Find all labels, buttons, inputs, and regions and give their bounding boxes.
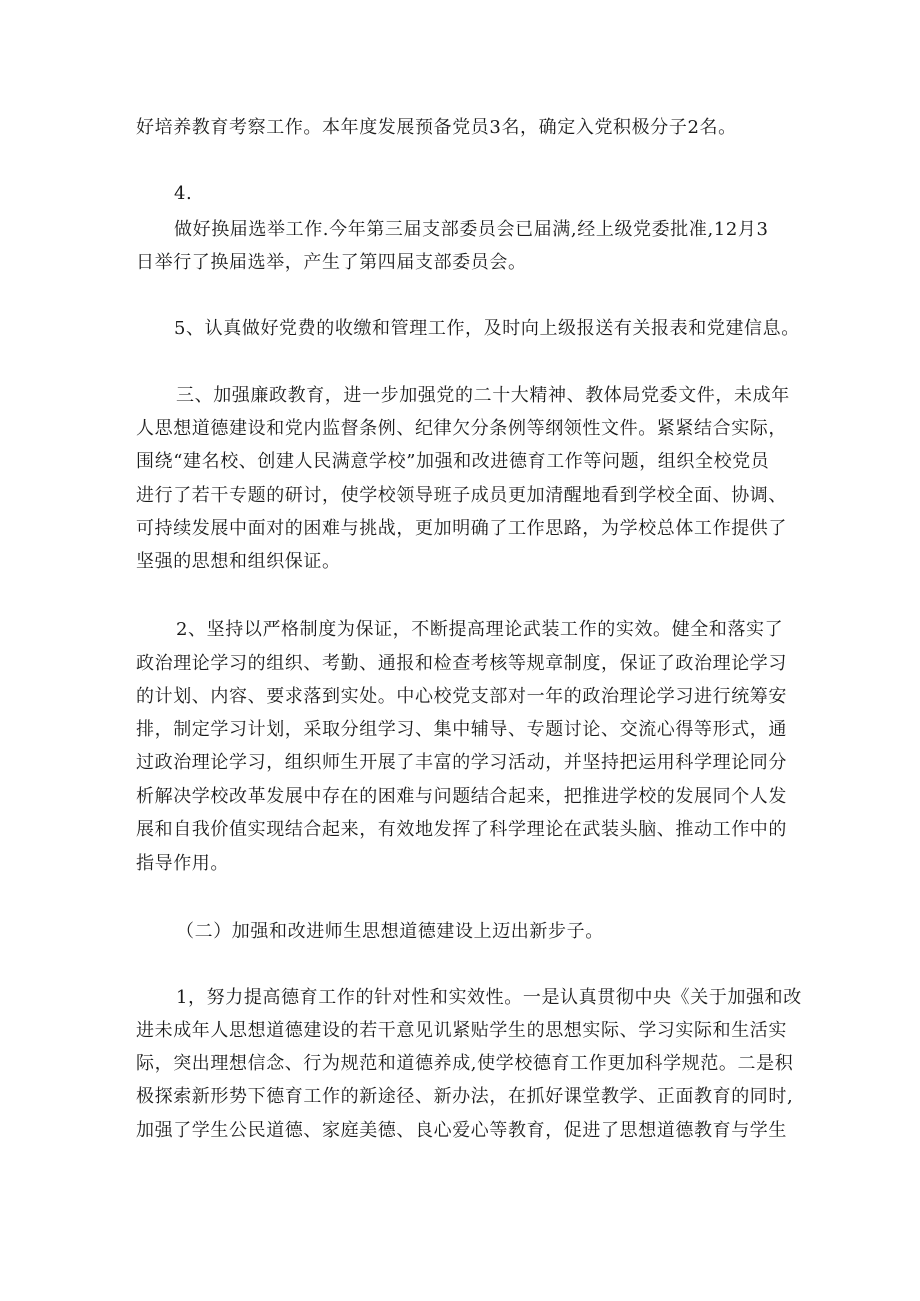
- text-line: 5、认真做好党费的收缴和管理工作，及时向上级报送有关报表和党建信息。: [174, 318, 800, 339]
- text-line: 进未成年人思想道德建设的若干意见讥紧贴学生的思想实际、学习实际和生活实: [136, 1020, 787, 1041]
- text-line: 可持续发展中面对的困难与挑战，更加明确了工作思路，为学校总体工作提供了: [136, 518, 787, 539]
- text-line: 2、坚持以严格制度为保证，不断提高理论武装工作的实效。健全和落实了: [176, 619, 784, 640]
- text-line: 极探索新形势下德育工作的新途径、新办法，在抓好课堂教学、正面教育的同时,: [136, 1086, 794, 1107]
- text-line: 际，突出理想信念、行为规范和道德养成,使学校德育工作更加科学规范。二是积: [136, 1053, 794, 1074]
- section-heading-line: 三、加强廉政教育，进一步加强党的二十大精神、教体局党委文件，未成年: [176, 385, 790, 406]
- text-line: 人思想道德建设和党内监督条例、纪律欠分条例等纲领性文件。紧紧结合实际，: [136, 418, 787, 439]
- text-line: 加强了学生公民道德、家庭美德、良心爱心等教育，促进了思想道德教育与学生: [136, 1120, 787, 1141]
- text-line: 排，制定学习计划，采取分组学习、集中辅导、专题讨论、交流心得等形式，通: [136, 719, 787, 740]
- text-line: 坚强的思想和组织保证。: [136, 551, 341, 572]
- text-line: 进行了若干专题的研讨，使学校领导班子成员更加清醒地看到学校全面、协调、: [136, 485, 787, 506]
- text-line: 做好换届选举工作.今年第三届支部委员会已届满,经上级党委批准,12月3: [174, 219, 769, 240]
- list-number: 4.: [174, 183, 193, 204]
- text-line: 好培养教育考察工作。本年度发展预备党员3名，确定入党积极分子2名。: [136, 117, 737, 138]
- text-line: 过政治理论学习，组织师生开展了丰富的学习活动，并坚持把运用科学理论同分: [136, 752, 787, 773]
- text-line: 的计划、内容、要求落到实处。中心校党支部对一年的政治理论学习进行统筹安: [136, 686, 787, 707]
- text-line: 1，努力提高德育工作的针对性和实效性。一是认真贯彻中央《关于加强和改: [176, 987, 802, 1008]
- text-line: 围绕“建名校、创建人民满意学校”加强和改进德育工作等问题，组织全校党员: [136, 451, 770, 472]
- text-line: 日举行了换届选举，产生了第四届支部委员会。: [136, 252, 527, 273]
- text-line: 政治理论学习的组织、考勤、通报和检查考核等规章制度，保证了政治理论学习: [136, 653, 787, 674]
- subsection-heading: （二）加强和改进师生思想道德建设上迈出新步子。: [176, 921, 604, 942]
- text-line: 指导作用。: [136, 853, 229, 874]
- text-line: 展和自我价值实现结合起来，有效地发挥了科学理论在武装头脑、推动工作中的: [136, 819, 787, 840]
- text-line: 析解决学校改革发展中存在的困难与问题结合起来，把推进学校的发展同个人发: [136, 786, 787, 807]
